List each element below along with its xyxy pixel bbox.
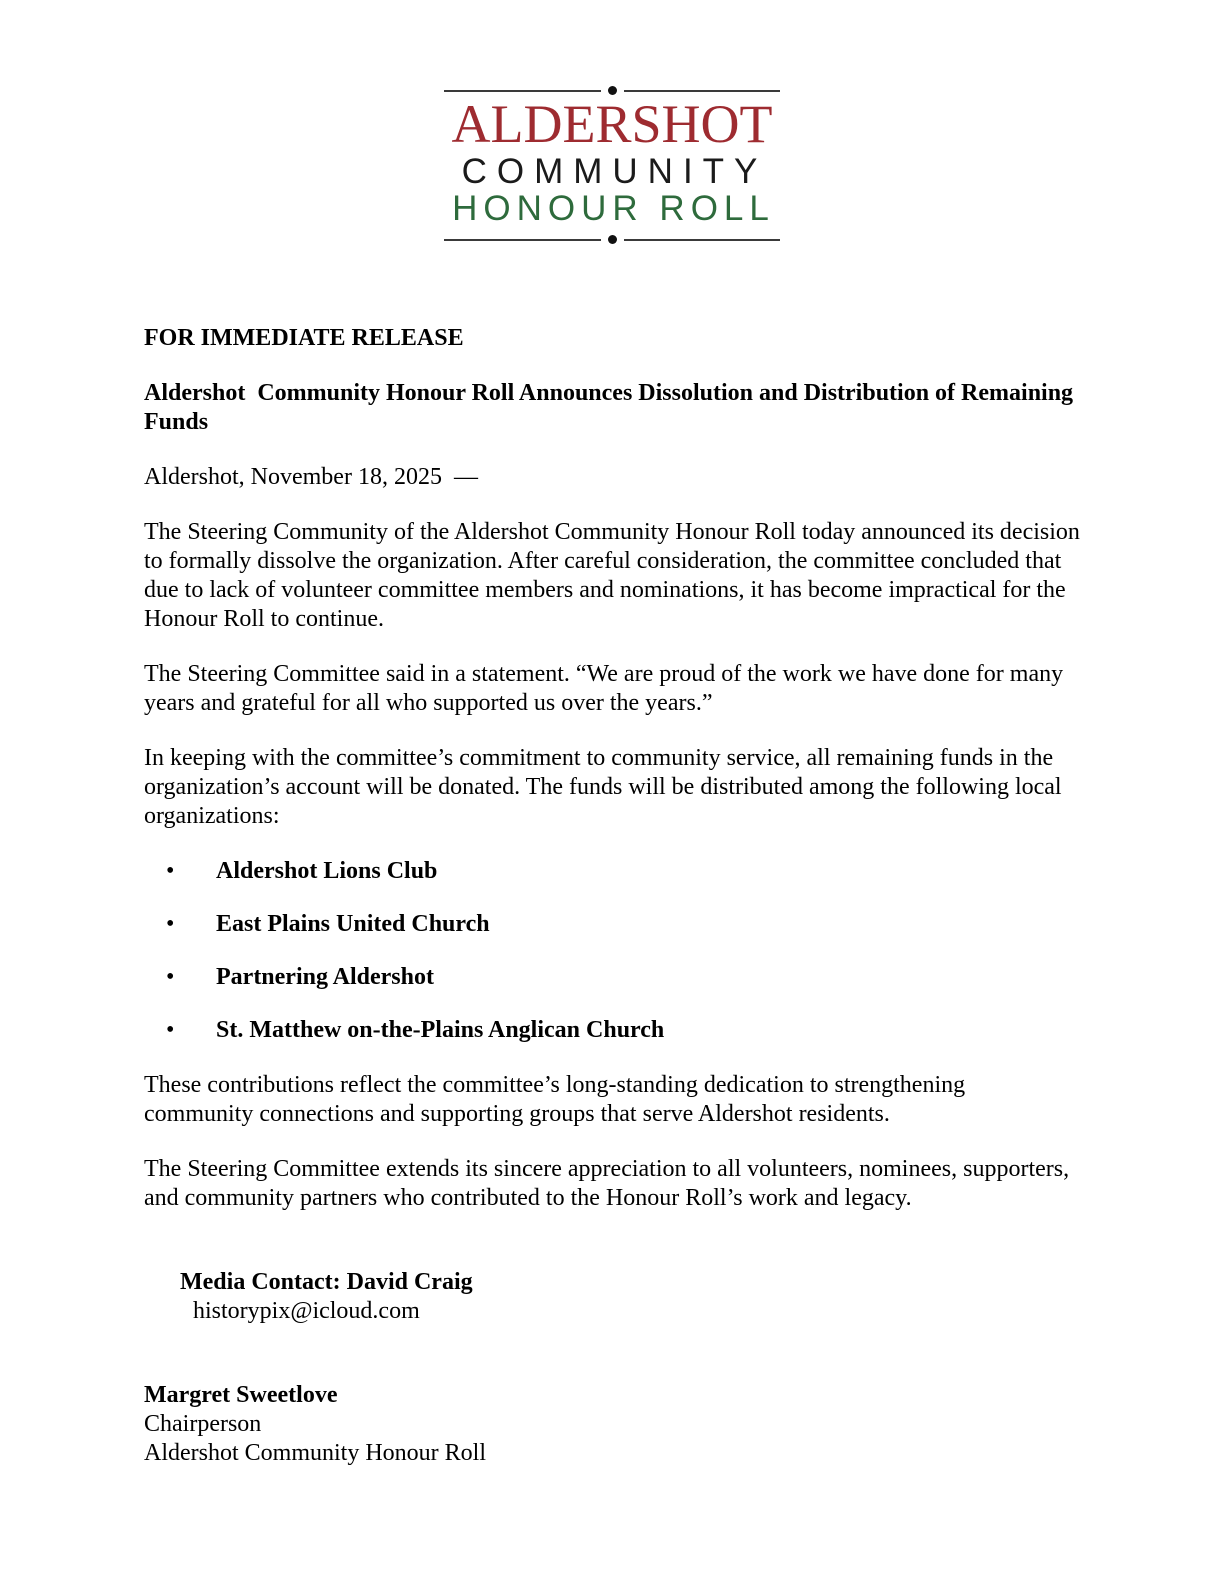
logo-text-aldershot: ALDERSHOT: [451, 94, 773, 154]
media-contact-label: Media Contact: David Craig: [180, 1269, 473, 1295]
rule-line: [624, 239, 781, 241]
logo-text-honour-roll: HONOUR ROLL: [452, 189, 775, 228]
release-headline: Aldershot Community Honour Roll Announces Dissolution and Distribution of Remaining Funds: [144, 380, 1080, 435]
logo-text-community: COMMUNITY: [461, 152, 768, 191]
body-paragraph-statement: The Steering Committee said in a statement. “We are proud of the work we have done for many years and grateful for all who supported us over the years.”: [144, 661, 1070, 716]
rule-line: [444, 90, 601, 92]
signatory-name: Margret Sweetlove: [144, 1382, 338, 1408]
release-dateline: Aldershot, November 18, 2025 —: [144, 464, 478, 490]
media-contact-email: historypix@icloud.com: [193, 1298, 420, 1324]
list-item: [144, 963, 1080, 992]
bullet-icon: •: [166, 911, 175, 937]
list-item-label: East Plains United Church: [216, 911, 490, 937]
list-item-label: St. Matthew on-the-Plains Anglican Church: [216, 1017, 665, 1043]
list-item: [144, 1016, 1080, 1045]
bullet-icon: •: [166, 964, 175, 990]
body-paragraph-announcement: The Steering Community of the Aldershot Community Honour Roll today announced its decision to formally dissolve the organization. After careful consideration, the committee concluded that due to lack of volunteer committee members and nominations, it has become impractical for the Honour Roll to continue.: [144, 519, 1086, 632]
list-item: [144, 910, 1080, 939]
bullet-icon: •: [166, 858, 175, 884]
release-tagline: FOR IMMEDIATE RELEASE: [144, 325, 464, 351]
logo-dot-icon: [608, 235, 617, 244]
media-contact-line: [144, 1239, 1080, 1355]
body-paragraph-contributions: These contributions reflect the committee’s long-standing dedication to strengthening community connections and supporting groups that serve Aldershot residents.: [144, 1072, 972, 1127]
body-paragraph-appreciation: The Steering Committee extends its sincere appreciation to all volunteers, nominees, supporters, and community partners who contributed to the Honour Roll’s work and legacy.: [144, 1156, 1076, 1211]
rule-line: [624, 90, 781, 92]
list-item-label: Aldershot Lions Club: [216, 858, 438, 884]
signatory-title: Chairperson: [144, 1411, 262, 1437]
organization-logo: [444, 86, 780, 244]
signature-block: [144, 1381, 1080, 1468]
beneficiary-list: [144, 857, 1080, 1045]
signatory-organization: Aldershot Community Honour Roll: [144, 1440, 486, 1466]
list-item-label: Partnering Aldershot: [216, 964, 434, 990]
bullet-icon: •: [166, 1017, 175, 1043]
logo-bottom-rule: [444, 235, 780, 244]
list-item: [144, 857, 1080, 886]
press-release-body: [144, 324, 1086, 1468]
body-paragraph-funds: In keeping with the committee’s commitment to community service, all remaining funds in the organization’s account will be donated. The funds will be distributed among the following local organizations:: [144, 745, 1068, 829]
rule-line: [444, 239, 601, 241]
